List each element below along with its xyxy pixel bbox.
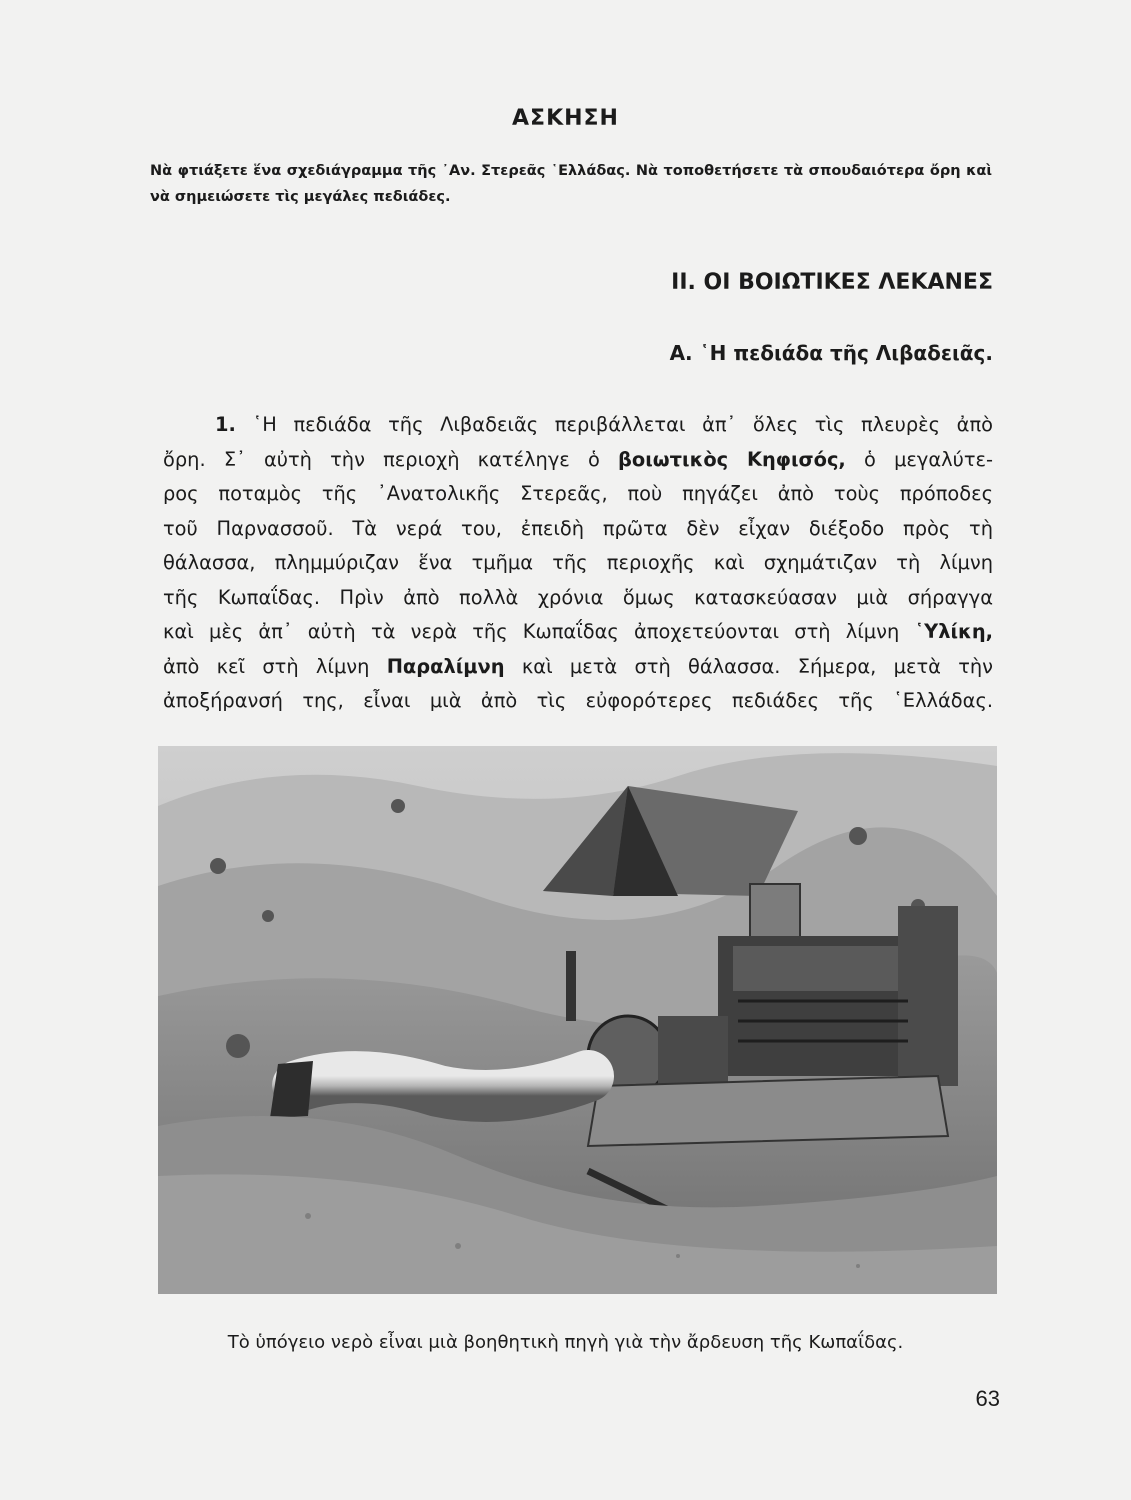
paragraph-line: ρος ποταμὸς τῆς ᾽Ανατολικῆς Στερεᾶς, ποὺ πηγάζει ἀπὸ τοὺς πρόποδες [163, 482, 993, 505]
exercise-title: ΑΣΚΗΣΗ [512, 106, 619, 131]
term-yliki: ῾Υλίκη, [914, 620, 993, 643]
paragraph-line: 1. ῾Η πεδιάδα τῆς Λιβαδειᾶς περιβάλλεται ἀπ᾽ ὅλες τὶς πλευρὲς ἀπὸ [215, 413, 993, 436]
irrigation-pump-photo [158, 746, 997, 1294]
paragraph-line: ὄρη. Σ᾽ αὐτὴ τὴν περιοχὴ κατέληγε ὁ βοιωτικὸς Κηφισός, ὁ μεγαλύτε- [163, 447, 993, 471]
paragraph-number: 1. [215, 413, 236, 436]
paragraph-line: ἀποξήρανσή της, εἶναι μιὰ ἀπὸ τὶς εὐφορότερες πεδιάδες τῆς ῾Ελλάδας. [163, 689, 993, 712]
term-paralimni: Παραλίμνη [386, 654, 505, 678]
photo-caption: Τὸ ὑπόγειο νερὸ εἶναι μιὰ βοηθητικὴ πηγὴ γιὰ τὴν ἄρδευση τῆς Κωπαΐδας. [227, 1332, 904, 1353]
term-kifisos: βοιωτικὸς Κηφισός, [618, 447, 846, 471]
paragraph-line: τῆς Κωπαΐδας. Πρὶν ἀπὸ πολλὰ χρόνια ὅμως κατασκεύασαν μιὰ σήραγγα [163, 585, 993, 609]
paragraph-line: καὶ μὲς ἀπ᾽ αὐτὴ τὰ νερὰ τῆς Κωπαΐδας ἀποχετεύονται στὴ λίμνη ῾Υλίκη, [163, 620, 993, 643]
photo-icon [158, 746, 997, 1294]
section-title: ΙΙ. ΟΙ ΒΟΙΩΤΙΚΕΣ ΛΕΚΑΝΕΣ [671, 270, 993, 295]
page-number: 63 [975, 1386, 1000, 1411]
paragraph-line: ἀπὸ κεῖ στὴ λίμνη Παραλίμνη καὶ μετὰ στὴ θάλασσα. Σήμερα, μετὰ τὴν [163, 654, 993, 678]
subsection-title: Α. ῾Η πεδιάδα τῆς Λιβαδειᾶς. [669, 341, 993, 365]
body-paragraph [163, 408, 993, 719]
paragraph-line: θάλασσα, πλημμύριζαν ἕνα τμῆμα τῆς περιοχῆς καὶ σχημάτιζαν τὴ λίμνη [163, 551, 993, 574]
paragraph-line: τοῦ Παρνασσοῦ. Τὰ νερά του, ἐπειδὴ πρῶτα δὲν εἶχαν διέξοδο πρὸς τὴ [163, 516, 993, 540]
exercise-text: Νὰ φτιάξετε ἕνα σχεδιάγραμμα τῆς ᾽Αν. Στερεᾶς ῾Ελλάδας. Νὰ τοποθετήσετε τὰ σπουδαιότερα ὄρη καὶ νὰ σημειώσετε τὶς μεγάλες πεδιάδες. [150, 163, 992, 205]
